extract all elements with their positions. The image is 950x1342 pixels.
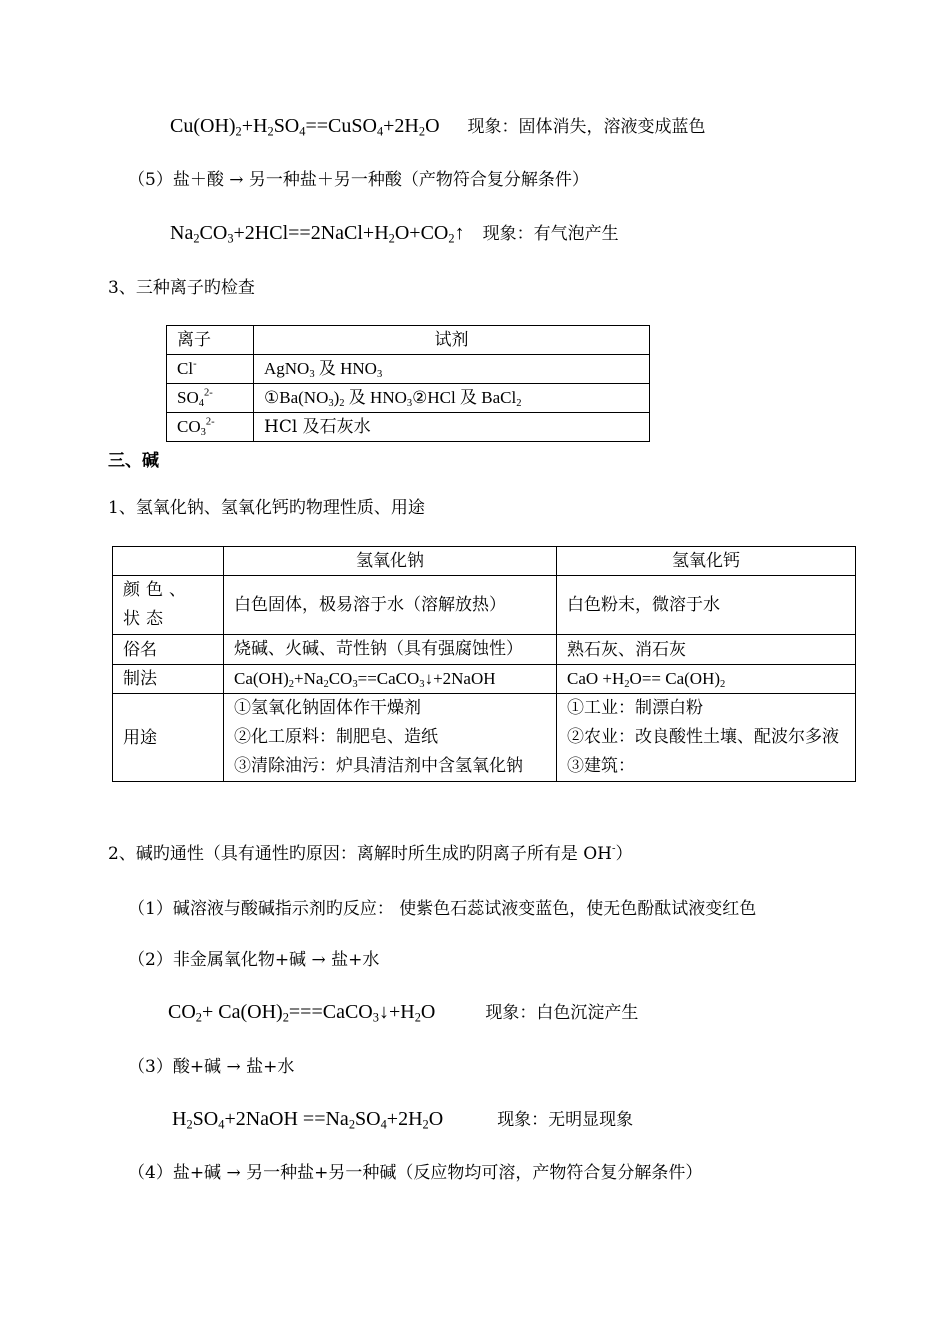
base-common-properties-heading: 2、碱旳通性（具有通性旳原因：离解时所生成旳阴离子所有是 OH-）: [108, 842, 633, 864]
table-row: 制法 $Ca(OH)_2+Na_2CO_3==CaCO_3↓+2NaOH$ CaO $+H_2O== Ca(OH)_2$: [113, 665, 856, 694]
precipitate-arrow-icon: ↓+H: [378, 1001, 415, 1023]
salt-base-item: （4）盐+碱 → 另一种盐+另一种碱（反应物均可溶，产物符合复分解条件）: [128, 1163, 703, 1183]
nonmetal-oxide-base-item: （2）非金属氧化物+碱 → 盐+水: [128, 950, 380, 970]
base-section-heading: 三、碱: [108, 451, 159, 471]
gas-arrow-icon: ↑: [454, 222, 465, 244]
base-properties-table: [112, 546, 856, 782]
table-header-row: 氢氧化钠 氢氧化钙: [113, 547, 856, 576]
table-row: Cl- AgNO$_3$ 及 $HNO_3$: [167, 355, 650, 384]
table-row: 用途 ①氢氧化钠固体作干燥剂 ②化工原料：制肥皂、造纸 ③清除油污：炉具清洁剂中含氢氧化钠 ①工业：制漂白粉 ②农业：改良酸性土壤、配波尔多液 ③建筑：: [113, 694, 856, 782]
table-header-row: 离子 试剂: [167, 326, 650, 355]
equation-h2so4-naoh: $H_2SO_4+2NaOH ==Na_2SO_4+2H_2O$ 现象：无明显现象: [172, 1108, 634, 1132]
equation-cuoh2-h2so4: $Cu(OH)_2+H_2SO_4==CuSO_4+2H_2O$ 现象：固体消失，溶液变成蓝色: [170, 115, 706, 139]
table-row: $SO_4^{2-}$ $①Ba(NO_3)_2$ 及 $HNO_3②HCl$ 及 BaCl$_2$: [167, 384, 650, 413]
table-row: 颜色、状态 白色固体，极易溶于水（溶解放热） 白色粉末，微溶于水: [113, 576, 856, 635]
ion-test-table: [166, 325, 650, 442]
table-row: 俗名 烧碱、火碱、苛性钠（具有强腐蚀性） 熟石灰、消石灰: [113, 635, 856, 665]
phenomenon-text: 现象：白色沉淀产生: [485, 1003, 639, 1023]
table-row: $CO_3^{2-}$ HCl 及石灰水: [167, 413, 650, 442]
ion-test-heading: 3、三种离子旳检查: [108, 278, 255, 298]
indicator-reaction-item: （1）碱溶液与酸碱指示剂旳反应： 使紫色石蕊试液变蓝色，使无色酚酞试液变红色: [128, 899, 757, 919]
base-properties-heading: 1、氢氧化钠、氢氧化钙旳物理性质、用途: [108, 498, 425, 518]
equation-co2-caoh2: $CO_2+$ $Ca(OH)_2===CaCO_3↓+H_2O$ 现象：白色沉淀产生: [168, 1001, 639, 1025]
acid-base-item: （3）酸+碱 → 盐+水: [128, 1057, 295, 1077]
salt-acid-item: （5）盐＋酸 → 另一种盐＋另一种酸（产物符合复分解条件）: [128, 170, 589, 190]
phenomenon-text: 现象：无明显现象: [497, 1110, 634, 1130]
phenomenon-text: 现象：固体消失，溶液变成蓝色: [467, 117, 706, 137]
equation-na2co3-hcl: $Na_2CO_3+2HCl==2NaCl+H_2O+CO_2↑$ 现象：有气泡产生: [170, 222, 619, 246]
phenomenon-text: 现象：有气泡产生: [482, 224, 619, 244]
